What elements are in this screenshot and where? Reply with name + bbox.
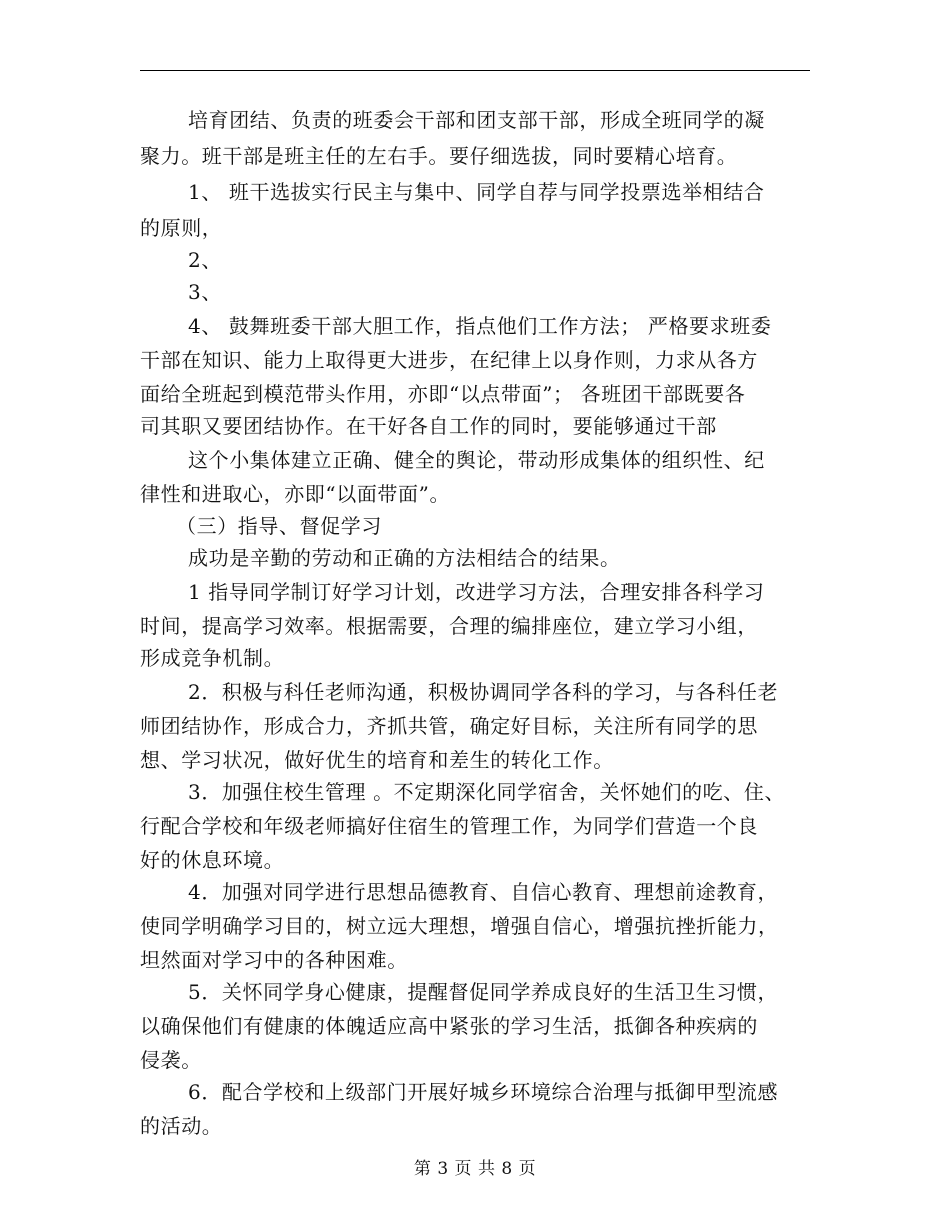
text-line: 成功是辛勤的劳动和正确的方法相结合的结果。	[188, 546, 621, 570]
page-number-footer: 第 3 页 共 8 页	[413, 1159, 537, 1179]
text-line: 好的休息环境。	[140, 848, 285, 872]
text-line: 行配合学校和年级老师搞好住宿生的管理工作，为同学们营造一个良	[140, 814, 758, 838]
text-line: 坦然面对学习中的各种困难。	[140, 948, 408, 972]
text-line: 干部在知识、能力上取得更大进步，在纪律上以身作则，力求从各方	[140, 348, 758, 372]
text-line: 2．积极与科任老师沟通，积极协调同学各科的学习，与各科任老	[188, 680, 779, 704]
text-line: 时间，提高学习效率。根据需要，合理的编排座位，建立学习小组，	[140, 614, 758, 638]
text-line: 1 指导同学制订好学习计划，改进学习方法，合理安排各科学习	[188, 580, 765, 604]
text-line: 4、 鼓舞班委干部大胆工作，指点他们工作方法； 严格要求班委	[188, 314, 772, 338]
text-line: 侵袭。	[140, 1048, 202, 1072]
text-line: 司其职又要团结协作。在干好各自工作的同时，要能够通过干部	[140, 414, 717, 438]
text-line: 1、 班干选拔实行民主与集中、同学自荐与同学投票选举相结合	[188, 180, 765, 204]
text-line: 律性和进取心，亦即“以面带面”。	[140, 482, 451, 506]
text-line: 这个小集体建立正确、健全的舆论，带动形成集体的组织性、纪	[188, 448, 765, 472]
text-line: 面给全班起到模范带头作用，亦即“以点带面”； 各班团干部既要各	[140, 382, 746, 406]
text-line: 聚力。班干部是班主任的左右手。要仔细选拔，同时要精心培育。	[140, 144, 738, 168]
text-line: 2、	[188, 248, 222, 272]
text-line: 以确保他们有健康的体魄适应高中紧张的学习生活，抵御各种疾病的	[140, 1014, 758, 1038]
section-heading: （三）指导、督促学习	[176, 514, 382, 538]
text-line: 形成竞争机制。	[140, 646, 285, 670]
text-line: 6．配合学校和上级部门开展好城乡环境综合治理与抵御甲型流感	[188, 1080, 779, 1104]
text-line: 的活动。	[140, 1114, 223, 1138]
text-line: 3、	[188, 280, 222, 304]
text-line: 培育团结、负责的班委会干部和团支部干部，形成全班同学的凝	[188, 108, 765, 132]
text-line: 使同学明确学习目的，树立远大理想，增强自信心，增强抗挫折能力，	[140, 914, 779, 938]
text-line: 师团结协作，形成合力，齐抓共管，确定好目标，关注所有同学的思	[140, 714, 758, 738]
header-rule	[140, 70, 810, 71]
text-line: 5．关怀同学身心健康，提醒督促同学养成良好的生活卫生习惯，	[188, 980, 779, 1004]
text-line: 3．加强住校生管理 。不定期深化同学宿舍，关怀她们的吃、住、	[188, 780, 786, 804]
text-line: 的原则，	[140, 216, 223, 240]
text-line: 4．加强对同学进行思想品德教育、自信心教育、理想前途教育，	[188, 880, 779, 904]
text-line: 想、学习状况，做好优生的培育和差生的转化工作。	[140, 748, 614, 772]
